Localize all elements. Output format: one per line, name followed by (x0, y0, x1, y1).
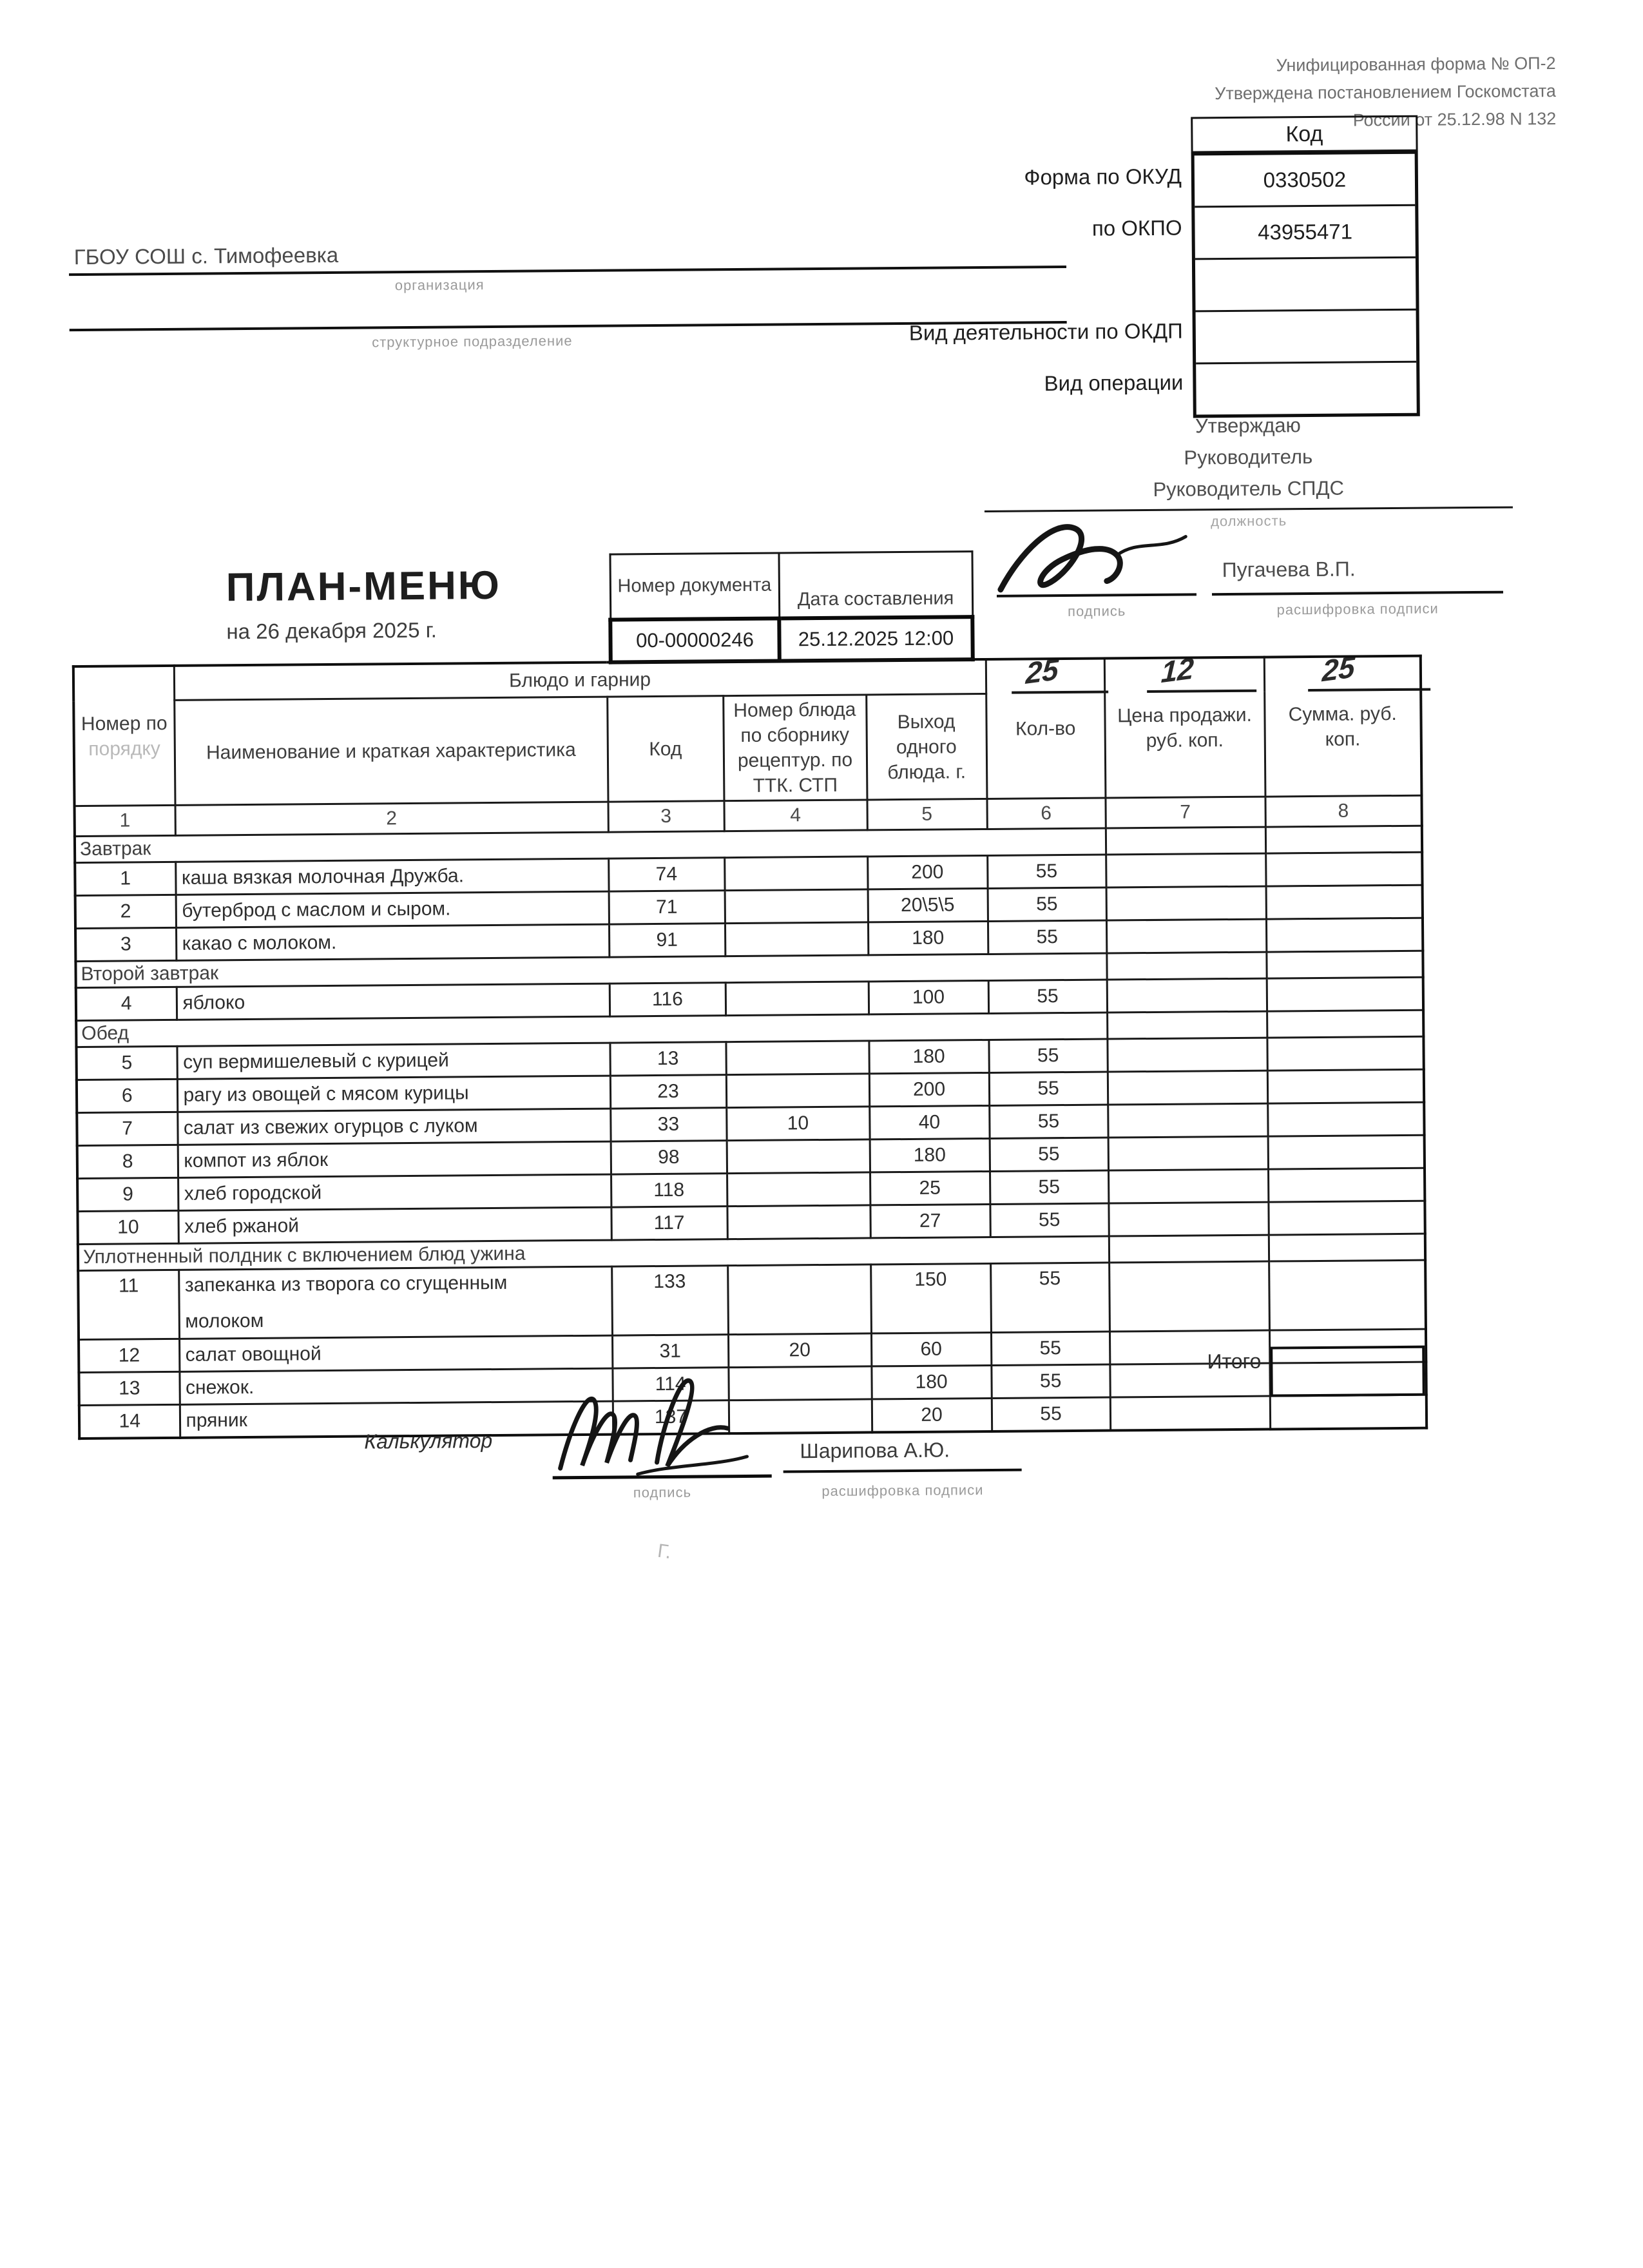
division-caption: структурное подразделение (372, 333, 573, 351)
dish-name: пряник (180, 1401, 613, 1438)
section-label: Завтрак (75, 828, 1106, 863)
dish-qty: 55 (987, 855, 1106, 888)
dish-name-line2: молоком (185, 1310, 264, 1332)
dish-sum (1265, 852, 1422, 886)
calculator-name: Шарипова А.Ю. (800, 1438, 950, 1463)
dish-qty: 55 (989, 1072, 1108, 1105)
row-num: 13 (79, 1371, 179, 1405)
calculator-name-line (783, 1469, 1022, 1473)
dish-output: 25 (870, 1171, 990, 1205)
calculator-signature (533, 1363, 805, 1488)
dish-ref (727, 1205, 870, 1239)
colnum-3: 3 (608, 801, 724, 832)
organization-block (68, 211, 1066, 296)
document-subtitle: на 26 декабря 2025 г. (226, 617, 437, 644)
dish-code: 116 (610, 983, 725, 1016)
colnum-2: 2 (175, 802, 608, 835)
dish-code: 118 (611, 1174, 727, 1207)
dish-qty: 55 (992, 1397, 1110, 1431)
dish-name: каша вязкая молочная Дружба. (175, 858, 608, 895)
okpo-label: по ОКПО (1091, 215, 1182, 240)
dish-sum (1267, 1069, 1424, 1103)
calculator-name-caption: расшифровка подписи (822, 1482, 984, 1500)
okdp-value (1196, 311, 1417, 365)
dish-qty: 55 (989, 1105, 1108, 1138)
dish-qty: 55 (988, 887, 1106, 921)
dish-name: какао с молоком. (176, 924, 609, 960)
row-num: 14 (79, 1404, 180, 1439)
okdp-label: Вид деятельности по ОКДП (908, 318, 1183, 345)
date-month: 12 (1160, 650, 1195, 690)
dish-output: 180 (868, 921, 988, 955)
dish-code: 117 (611, 1207, 727, 1240)
dish-sum (1266, 918, 1423, 952)
title-block (226, 563, 502, 644)
form-reference-line3: России от 25.12.98 N 132 (1352, 109, 1557, 130)
dish-sum (1267, 1102, 1424, 1136)
row-num: 6 (77, 1079, 177, 1112)
dish-sum (1268, 1135, 1425, 1169)
approval-signature-row (985, 528, 1513, 617)
colnum-7: 7 (1106, 797, 1265, 828)
dish-ref (726, 1074, 869, 1108)
row-num: 11 (78, 1270, 179, 1339)
doc-number-value: 00-00000246 (610, 619, 780, 663)
organization-caption: организация (394, 276, 485, 294)
row-num: 1 (75, 862, 175, 895)
colnum-1: 1 (75, 805, 175, 836)
dish-price (1108, 1103, 1267, 1138)
approval-line3: Руководитель СПДС (1153, 476, 1345, 501)
calculator-label: Калькулятор (364, 1429, 493, 1453)
row-num: 7 (77, 1112, 177, 1145)
col-header-num (73, 666, 175, 806)
dish-qty: 55 (990, 1170, 1108, 1204)
okpo-value: 43955471 (1195, 206, 1416, 260)
dish-price (1106, 853, 1265, 887)
dish-price (1110, 1396, 1270, 1430)
approver-name: Пугачева В.П. (1222, 557, 1356, 582)
col-header-num-line1: Номер по (81, 712, 168, 735)
dish-qty: 55 (990, 1138, 1108, 1171)
operation-value (1196, 363, 1417, 415)
dish-qty: 55 (990, 1203, 1108, 1237)
menu-table (72, 655, 1428, 1440)
empty-code-cell (1195, 258, 1416, 313)
dish-ref (727, 1265, 871, 1335)
dish-sum (1268, 1168, 1425, 1202)
empty-cell (1107, 1011, 1267, 1039)
dish-output: 200 (867, 855, 987, 889)
dish-price (1106, 886, 1266, 920)
dish-qty: 55 (988, 920, 1106, 954)
dish-output: 40 (869, 1105, 989, 1139)
dish-ref (725, 922, 868, 956)
totals-label: Итого (1207, 1349, 1262, 1373)
colnum-6: 6 (987, 798, 1106, 829)
row-num: 5 (76, 1046, 177, 1080)
empty-cell (1266, 951, 1423, 978)
dish-sum (1266, 885, 1423, 919)
dish-code: 137 (613, 1401, 729, 1435)
dish-ref (725, 889, 868, 924)
dish-sum (1269, 1260, 1426, 1330)
approval-line2: Руководитель (1184, 445, 1313, 469)
dish-code: 74 (608, 858, 724, 891)
dish-ref: 10 (726, 1107, 869, 1141)
dish-price (1108, 1169, 1268, 1203)
menu-table-wrap (72, 655, 1425, 1440)
doc-date-value: 25.12.2025 12:00 (779, 617, 973, 661)
dish-sum (1267, 1036, 1423, 1071)
totals-value-box (1270, 1346, 1425, 1397)
dish-sum (1268, 1201, 1425, 1235)
dish-code: 33 (610, 1108, 726, 1141)
dish-price (1107, 1038, 1267, 1072)
col-header-code: Код (607, 696, 724, 802)
name-caption: расшифровка подписи (1276, 600, 1439, 618)
col-header-group: Блюдо и гарнир (174, 659, 986, 700)
dish-price (1106, 919, 1266, 953)
dish-name: рагу из овощей с мясом курицы (177, 1076, 610, 1112)
calculator-block (6, 1384, 1135, 1564)
scan-artifact: Г. (656, 1540, 673, 1564)
row-num: 12 (79, 1339, 179, 1372)
dish-price (1108, 1202, 1268, 1236)
empty-cell (1269, 1234, 1425, 1261)
dish-code: 13 (610, 1042, 725, 1076)
dish-name: хлеб ржаной (178, 1207, 611, 1243)
dish-name: снежок. (179, 1368, 612, 1404)
col-header-qty: Кол-во (986, 659, 1106, 799)
dish-output: 180 (870, 1138, 990, 1172)
dish-qty: 55 (988, 1039, 1107, 1072)
code-box-header: Код (1191, 115, 1417, 153)
dish-ref (724, 857, 867, 891)
dish-ref (727, 1172, 870, 1207)
dish-sum (1267, 977, 1423, 1011)
row-num: 10 (77, 1210, 178, 1244)
col-header-sum: Сумма. руб. коп. (1264, 656, 1422, 797)
dish-ref (725, 1041, 869, 1075)
colnum-5: 5 (867, 799, 986, 829)
empty-cell (1106, 952, 1266, 980)
row-num: 8 (77, 1145, 178, 1178)
empty-cell (1267, 1010, 1423, 1038)
dish-price (1109, 1261, 1269, 1332)
col-header-price: Цена продажи. руб. коп. (1104, 657, 1265, 798)
signature-caption: подпись (1067, 603, 1126, 619)
dish-code: 71 (609, 891, 725, 924)
operation-label: Вид операции (1044, 370, 1184, 396)
empty-cell (1109, 1235, 1269, 1263)
dish-qty: 55 (990, 1263, 1110, 1332)
dish-code: 23 (610, 1075, 726, 1109)
dish-ref (725, 982, 869, 1016)
dish-output: 27 (870, 1204, 990, 1237)
dish-price (1108, 1136, 1268, 1170)
dish-qty: 55 (988, 980, 1107, 1013)
dish-name: салат овощной (179, 1335, 612, 1371)
col-header-num-line2: порядку (88, 737, 160, 760)
empty-cell (1265, 826, 1422, 853)
dish-output: 100 (869, 980, 988, 1014)
dish-output: 150 (870, 1263, 991, 1333)
dish-code: 98 (611, 1141, 727, 1174)
dish-qty: 55 (991, 1332, 1110, 1365)
dish-name (178, 1266, 612, 1339)
approval-line1: Утверждаю (1195, 414, 1301, 438)
dish-price (1107, 978, 1267, 1013)
calculator-signature-caption: подпись (633, 1484, 692, 1501)
empty-cell (1106, 827, 1265, 855)
name-line (1212, 591, 1503, 596)
section-label: Второй завтрак (75, 953, 1106, 988)
dish-ref: 20 (728, 1333, 871, 1368)
document-title: ПЛАН-МЕНЮ (226, 563, 502, 610)
dish-output: 200 (869, 1072, 989, 1106)
section-label: Уплотненный полдник с включением блюд ужина (78, 1236, 1109, 1271)
menu-row-11 (78, 1260, 1426, 1339)
dish-name: яблоко (177, 984, 610, 1020)
dish-name: бутерброд с маслом и сыром. (176, 891, 609, 927)
dish-name: компот из яблок (178, 1141, 611, 1178)
col-header-out: Выход одного блюда. г. (866, 693, 986, 799)
position-caption: должность (1210, 512, 1287, 530)
dish-ref (727, 1139, 870, 1174)
doc-info-table (608, 550, 970, 664)
col-header-ref: Номер блюда по сборнику рецептур. по ТТК. СТП (723, 695, 867, 801)
dish-code: 133 (611, 1266, 728, 1335)
dish-sum (1270, 1395, 1427, 1429)
row-num: 9 (77, 1178, 178, 1211)
section-label: Обед (76, 1013, 1107, 1047)
form-reference-line2: Утверждена постановлением Госкомстата (1215, 81, 1556, 104)
dish-code: 91 (609, 924, 725, 957)
colnum-4: 4 (724, 800, 867, 831)
date-year: 25 (1321, 650, 1356, 688)
dish-output: 20\5\5 (868, 888, 988, 922)
row-num: 3 (75, 927, 176, 961)
dish-code: 31 (612, 1335, 728, 1368)
doc-number-label: Номер документа (610, 553, 779, 620)
form-reference-line1: Унифицированная форма № ОП-2 (1276, 53, 1556, 75)
dish-qty: 55 (991, 1364, 1110, 1398)
dish-output: 20 (872, 1398, 992, 1432)
dish-name: суп вермишелевый с курицей (177, 1043, 610, 1079)
row-num: 2 (75, 895, 176, 928)
dish-output: 180 (869, 1040, 988, 1073)
dish-name: салат из свежих огурцов с луком (177, 1109, 610, 1145)
doc-date-label: Дата составления (778, 552, 972, 619)
dish-price (1108, 1071, 1267, 1105)
date-day: 25 (1024, 652, 1060, 691)
organization-name: ГБОУ СОШ с. Тимофеевка (68, 211, 1066, 276)
col-header-name: Наименование и краткая характеристика (174, 697, 608, 805)
dish-output: 60 (871, 1332, 991, 1366)
okud-value: 0330502 (1195, 154, 1416, 208)
dish-code: 114 (612, 1368, 728, 1401)
dish-name-line1: запеканка из творога со сгущенным (184, 1272, 508, 1296)
okud-label: Форма по ОКУД (1024, 164, 1182, 189)
dish-name: хлеб городской (178, 1174, 611, 1210)
dish-output: 180 (871, 1365, 991, 1399)
code-box (1191, 115, 1420, 418)
code-box-body (1191, 151, 1420, 418)
colnum-8: 8 (1265, 795, 1422, 827)
row-num: 4 (76, 987, 177, 1020)
